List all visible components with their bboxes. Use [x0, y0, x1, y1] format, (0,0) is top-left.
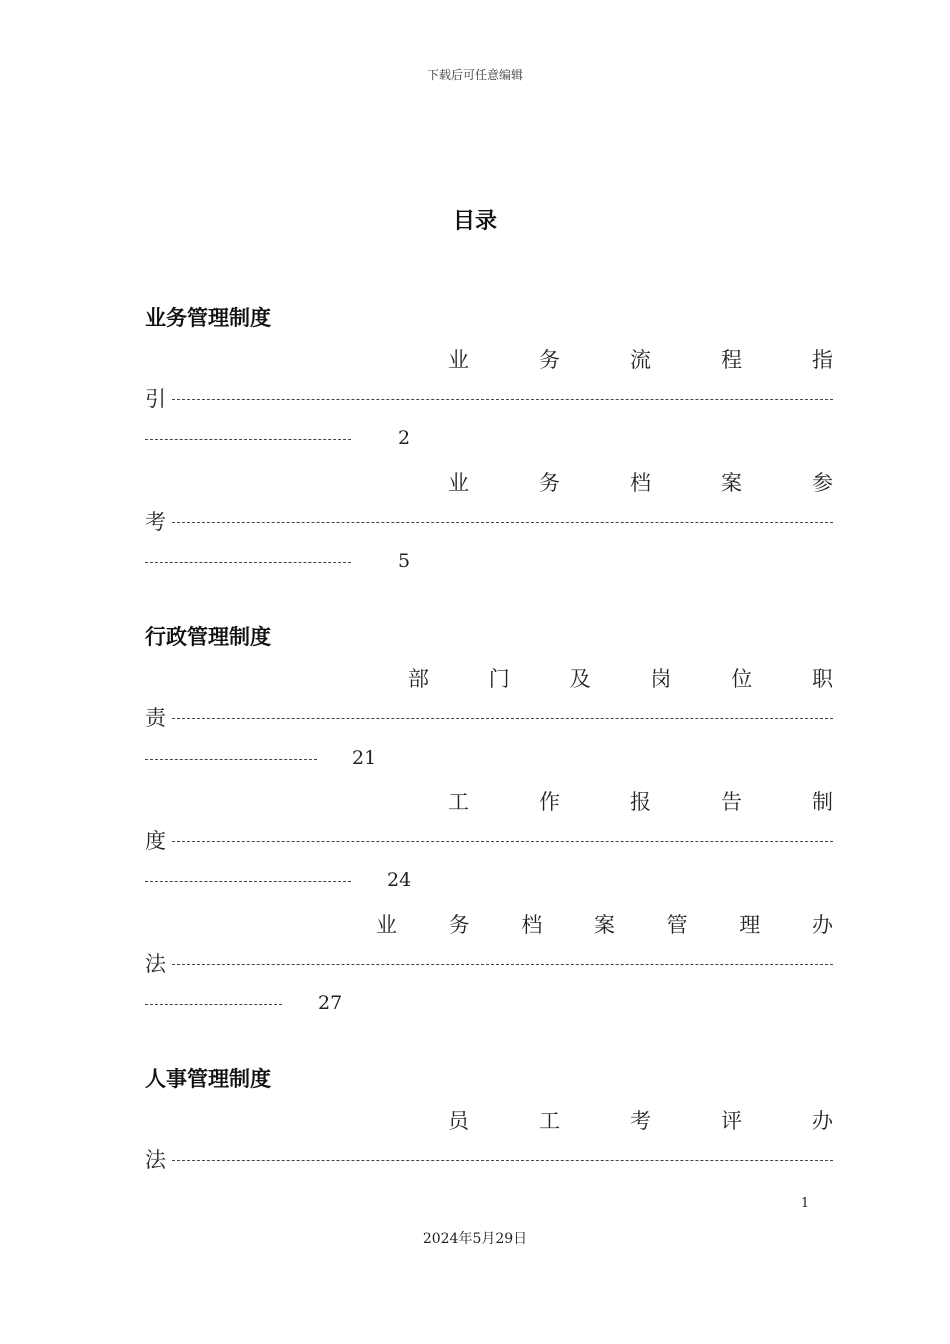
page-ref: 27	[318, 992, 343, 1014]
title-char: 位	[731, 667, 753, 691]
toc-entry-page-line[interactable]	[145, 866, 411, 894]
title-char: 业	[376, 913, 397, 937]
title-char: 办	[811, 913, 833, 937]
title-char: 指	[812, 348, 833, 372]
title-last-char: 引	[145, 387, 166, 411]
title-last-char: 考	[145, 510, 166, 534]
header-note: 下载后可任意编辑	[426, 68, 523, 82]
dot-leader	[145, 881, 351, 882]
title-char: 告	[721, 790, 742, 814]
dot-leader	[145, 439, 351, 440]
dot-leader	[172, 522, 833, 523]
toc-entry-title-line[interactable]	[448, 344, 833, 374]
dot-leader	[145, 1004, 282, 1005]
title-last-char: 责	[145, 706, 166, 730]
title-char: 职	[811, 667, 833, 691]
title-last-char: 度	[145, 829, 166, 853]
title-char: 理	[739, 913, 761, 937]
page-ref: 21	[352, 747, 377, 769]
title-char: 作	[539, 790, 560, 814]
toc-entry-leader-line[interactable]	[145, 703, 833, 731]
toc-entry-title-line[interactable]	[376, 909, 833, 939]
title-char: 流	[630, 348, 651, 372]
title-char: 工	[448, 790, 469, 814]
footer-date: 2024年5月29日	[422, 1231, 528, 1247]
toc-entry-title-line[interactable]	[448, 467, 833, 497]
title-char: 务	[448, 913, 470, 937]
dot-leader	[172, 399, 833, 400]
toc-entry-title-line[interactable]	[448, 1105, 833, 1135]
toc-entry-leader-line[interactable]	[145, 507, 833, 535]
page-number: 1	[800, 1196, 810, 1211]
toc-entry-page-line[interactable]	[145, 744, 376, 772]
toc-entry-leader-line[interactable]	[145, 384, 833, 412]
title-char: 程	[721, 348, 742, 372]
dot-leader	[145, 759, 317, 760]
title-char: 部	[408, 667, 429, 691]
toc-title: 目录	[452, 209, 497, 234]
toc-entry-title-line[interactable]	[448, 786, 833, 816]
title-char: 考	[630, 1109, 651, 1133]
page-ref: 2	[398, 427, 411, 449]
title-char: 案	[721, 471, 742, 495]
toc-entry-leader-line[interactable]	[145, 826, 833, 854]
toc-entry-leader-line[interactable]	[145, 949, 833, 977]
title-char: 门	[488, 667, 510, 691]
title-char: 务	[539, 471, 560, 495]
title-char: 业	[448, 471, 469, 495]
title-char: 务	[539, 348, 560, 372]
title-char: 案	[593, 913, 615, 937]
title-last-char: 法	[145, 952, 166, 976]
page-ref: 24	[387, 869, 412, 891]
title-char: 岗	[650, 667, 672, 691]
page-ref: 5	[398, 550, 411, 572]
dot-leader	[172, 964, 833, 965]
dot-leader	[172, 1160, 833, 1161]
section-heading-admin: 行政管理制度	[145, 625, 271, 649]
title-last-char: 法	[145, 1148, 166, 1172]
title-char: 工	[539, 1109, 560, 1133]
title-char: 报	[630, 790, 651, 814]
title-char: 及	[569, 667, 591, 691]
title-char: 管	[666, 913, 688, 937]
dot-leader	[172, 718, 833, 719]
toc-entry-page-line[interactable]	[145, 424, 410, 452]
toc-entry-title-line[interactable]	[408, 663, 833, 693]
title-char: 制	[812, 790, 833, 814]
section-heading-hr: 人事管理制度	[145, 1067, 271, 1091]
title-char: 业	[448, 348, 469, 372]
title-char: 档	[521, 913, 543, 937]
toc-entry-page-line[interactable]	[145, 989, 342, 1017]
dot-leader	[145, 562, 351, 563]
section-heading-business: 业务管理制度	[145, 306, 271, 330]
title-char: 评	[721, 1109, 742, 1133]
title-char: 办	[812, 1109, 833, 1133]
title-char: 员	[448, 1109, 469, 1133]
dot-leader	[172, 841, 833, 842]
title-char: 参	[812, 471, 833, 495]
toc-entry-leader-line[interactable]	[145, 1145, 833, 1173]
toc-entry-page-line[interactable]	[145, 547, 410, 575]
title-char: 档	[630, 471, 651, 495]
